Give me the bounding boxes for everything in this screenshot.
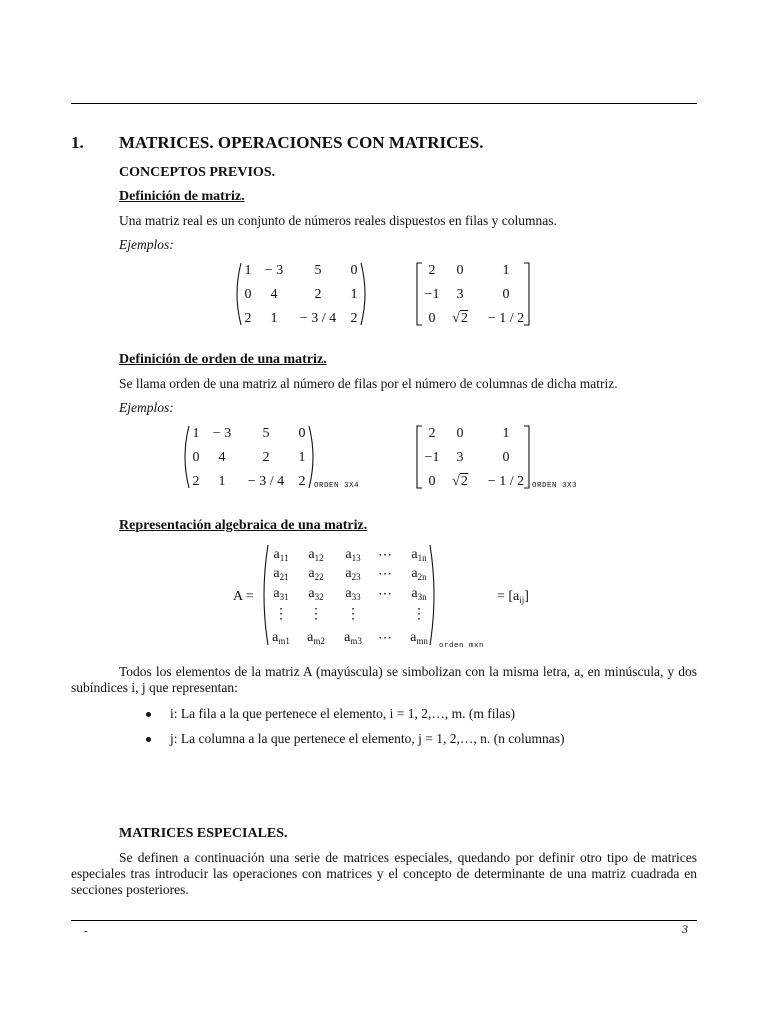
- footer-mark: -: [84, 925, 88, 937]
- matrix-cell: 2: [350, 311, 358, 326]
- general-matrix-cell: [274, 606, 288, 623]
- general-matrix-cell: [273, 586, 288, 602]
- elements-paragraph: Todos los elementos de la matriz A (mayúscula) se simbolizan con la misma letra, a, en minúscula, y dos subíndices i, j que representan:: [71, 664, 697, 695]
- matrix-cell: 2: [244, 311, 252, 326]
- cell-base: a: [345, 547, 352, 562]
- section-number: 1.: [71, 133, 84, 152]
- cell-subscript: 11: [279, 553, 289, 563]
- matrix-cell: −1: [424, 287, 440, 302]
- order-label-b: ORDEN 3X3: [532, 482, 578, 490]
- cell-base: a: [307, 630, 314, 645]
- cell-base: ⋯: [378, 548, 392, 563]
- cell-subscript: m1: [278, 636, 290, 646]
- cell-subscript: 3n: [417, 592, 427, 602]
- left-paren: [264, 545, 268, 645]
- matrix-cell: 1: [192, 426, 200, 441]
- matrix-cell: 1: [244, 263, 252, 278]
- right-paren: [309, 426, 313, 488]
- cell-subscript: 12: [314, 553, 324, 563]
- especiales-heading: MATRICES ESPECIALES.: [119, 826, 288, 841]
- right-bracket: [524, 426, 529, 488]
- general-matrix-cell: [345, 566, 360, 582]
- matrix-cell: 2: [428, 263, 436, 278]
- cell-subscript: 23: [351, 572, 361, 582]
- general-matrix-cell: [346, 606, 360, 623]
- matrix-cell: − 3 / 4: [247, 474, 285, 489]
- sqrt-symbol: √: [452, 311, 460, 326]
- matrix-cell: − 1 / 2: [487, 474, 525, 489]
- page-number: 3: [682, 922, 688, 936]
- def-matriz-text: Una matriz real es un conjunto de números reales dispuestos en filas y columnas.: [119, 213, 557, 228]
- cell-subscript: 31: [279, 592, 289, 602]
- sqrt-symbol: √: [452, 474, 460, 489]
- general-matrix-cell: [412, 606, 426, 623]
- general-matrix-cell: [308, 586, 323, 602]
- def-orden-text: Se llama orden de una matriz al número de filas por el número de columnas de dicha matriz.: [119, 376, 618, 391]
- matrix-cell: 1: [502, 263, 510, 278]
- general-matrix-cell: [345, 547, 360, 563]
- matrix-cell: − 3: [264, 263, 284, 278]
- matrix-cell: 5: [314, 263, 322, 278]
- def-orden-heading: Definición de orden de una matriz.: [119, 352, 327, 367]
- general-matrix-cell: [345, 586, 360, 602]
- section-title: MATRICES. OPERACIONES CON MATRICES.: [119, 133, 484, 152]
- matrix-cell: 2: [192, 474, 200, 489]
- repr-order-label: orden mxn: [439, 642, 485, 650]
- general-matrix-cell: [410, 630, 428, 646]
- matrix-cell: 1: [270, 311, 278, 326]
- general-matrix-cell: [272, 630, 290, 646]
- bullet-item-j: j: La columna a la que pertenece el elemento, j = 1, 2,…, n. (n columnas): [170, 731, 565, 746]
- matrix-cell: −1: [424, 450, 440, 465]
- cell-base: ⋮: [412, 607, 426, 622]
- cell-base: a: [308, 586, 315, 601]
- matrix-cell: 2: [298, 474, 306, 489]
- right-bracket: [524, 263, 529, 325]
- cell-base: a: [344, 630, 351, 645]
- sqrt-radicand: 2: [460, 474, 468, 489]
- matrix-cell: 0: [502, 450, 510, 465]
- cell-subscript: 1n: [417, 553, 427, 563]
- general-matrix-cell: [344, 630, 362, 646]
- cell-base: a: [411, 586, 418, 601]
- cell-base: a: [345, 566, 352, 581]
- cell-subscript: 32: [314, 592, 324, 602]
- matrix-cell: 0: [192, 450, 200, 465]
- cell-subscript: 13: [351, 553, 361, 563]
- cell-subscript: 22: [314, 572, 324, 582]
- right-paren: [361, 263, 365, 325]
- cell-base: a: [345, 586, 352, 601]
- general-matrix-cell: [378, 566, 392, 583]
- cell-base: a: [272, 630, 279, 645]
- cell-base: ⋮: [309, 607, 323, 622]
- bullet-dot: [146, 712, 151, 717]
- general-matrix-cell: [411, 547, 426, 563]
- order-matrix-b: [414, 424, 532, 490]
- cell-subscript: 2n: [417, 572, 427, 582]
- repr-rhs-base: = [a: [497, 589, 520, 604]
- general-matrix-cell: [308, 566, 323, 582]
- matrix-cell: 1: [350, 287, 358, 302]
- matrix-cell: 0: [428, 311, 436, 326]
- repr-heading: Representación algebraica de una matriz.: [119, 518, 368, 533]
- cell-subscript: mn: [416, 636, 428, 646]
- left-bracket: [417, 263, 422, 325]
- general-matrix-cell: [378, 586, 392, 603]
- cell-base: a: [273, 566, 280, 581]
- cell-subscript: m2: [313, 636, 325, 646]
- matrix-cell: 4: [270, 287, 278, 302]
- general-matrix-cell: [411, 566, 426, 582]
- matrix-cell: 0: [502, 287, 510, 302]
- repr-lhs: A =: [233, 589, 254, 604]
- matrix-cell: 0: [456, 263, 464, 278]
- matrix-cell: 2: [314, 287, 322, 302]
- left-bracket: [417, 426, 422, 488]
- general-matrix-cell: [378, 547, 392, 564]
- repr-rhs-sub: ij: [519, 595, 525, 605]
- def-matriz-heading: Definición de matriz.: [119, 189, 245, 204]
- matrix-cell: 0: [350, 263, 358, 278]
- matrix-cell: 0: [428, 474, 436, 489]
- sqrt-radicand: 2: [460, 311, 468, 326]
- cell-base: a: [410, 630, 417, 645]
- cell-base: ⋮: [274, 607, 288, 622]
- footer-rule: [71, 920, 697, 921]
- matrix-cell: 5: [262, 426, 270, 441]
- cell-base: ⋮: [346, 607, 360, 622]
- right-paren: [430, 545, 434, 645]
- general-matrix: [259, 543, 439, 647]
- matrix-cell: 2: [262, 450, 270, 465]
- matrix-cell: 0: [298, 426, 306, 441]
- cell-base: a: [411, 547, 418, 562]
- matrix-cell: − 3: [212, 426, 232, 441]
- general-matrix-cell: [273, 566, 288, 582]
- especiales-paragraph: Se definen a continuación una serie de matrices especiales, quedando por definir otro tipo de matrices especiales tras introducir las operaciones con matrices y el concepto de determinante de una matriz cuadrada en secciones posteriores.: [71, 850, 697, 897]
- cell-base: ⋯: [378, 567, 392, 582]
- order-label-a: ORDEN 3X4: [314, 482, 360, 490]
- example-matrix-b: [414, 261, 532, 327]
- general-matrix-cell: [309, 606, 323, 623]
- cell-subscript: 33: [351, 592, 361, 602]
- matrix-cell: 0: [456, 426, 464, 441]
- bullet-item-i: i: La fila a la que pertenece el elemento, i = 1, 2,…, m. (m filas): [170, 706, 515, 721]
- general-matrix-cell: [378, 630, 392, 647]
- matrix-cell: [452, 311, 468, 327]
- bullet-dot: [146, 737, 151, 742]
- conceptos-heading: CONCEPTOS PREVIOS.: [119, 165, 276, 180]
- repr-rhs-close: ]: [524, 589, 529, 604]
- cell-subscript: m3: [350, 636, 362, 646]
- cell-base: a: [411, 566, 418, 581]
- matrix-cell: 3: [456, 287, 464, 302]
- matrix-cell: − 3 / 4: [299, 311, 337, 326]
- cell-base: a: [273, 586, 280, 601]
- general-matrix-cell: [308, 547, 323, 563]
- header-rule: [71, 103, 697, 104]
- cell-base: a: [308, 566, 315, 581]
- matrix-cell: 1: [298, 450, 306, 465]
- cell-base: a: [308, 547, 315, 562]
- general-matrix-cell: [411, 586, 426, 602]
- cell-base: a: [273, 547, 280, 562]
- matrix-cell: 4: [218, 450, 226, 465]
- matrix-cell: 3: [456, 450, 464, 465]
- cell-base: ⋯: [378, 587, 392, 602]
- order-matrix-a: [180, 424, 318, 490]
- general-matrix-cell: [274, 547, 289, 563]
- matrix-cell: 2: [428, 426, 436, 441]
- examples-label-2: Ejemplos:: [119, 400, 174, 415]
- matrix-cell: [452, 474, 468, 490]
- matrix-cell: 0: [244, 287, 252, 302]
- left-paren: [237, 263, 241, 325]
- example-matrix-a: [232, 261, 370, 327]
- general-matrix-cell: [307, 630, 325, 646]
- cell-base: ⋯: [378, 631, 392, 646]
- left-paren: [185, 426, 189, 488]
- examples-label-1: Ejemplos:: [119, 237, 174, 252]
- matrix-cell: − 1 / 2: [487, 311, 525, 326]
- matrix-cell: 1: [502, 426, 510, 441]
- cell-subscript: 21: [279, 572, 289, 582]
- matrix-cell: 1: [218, 474, 226, 489]
- repr-rhs: [497, 589, 529, 605]
